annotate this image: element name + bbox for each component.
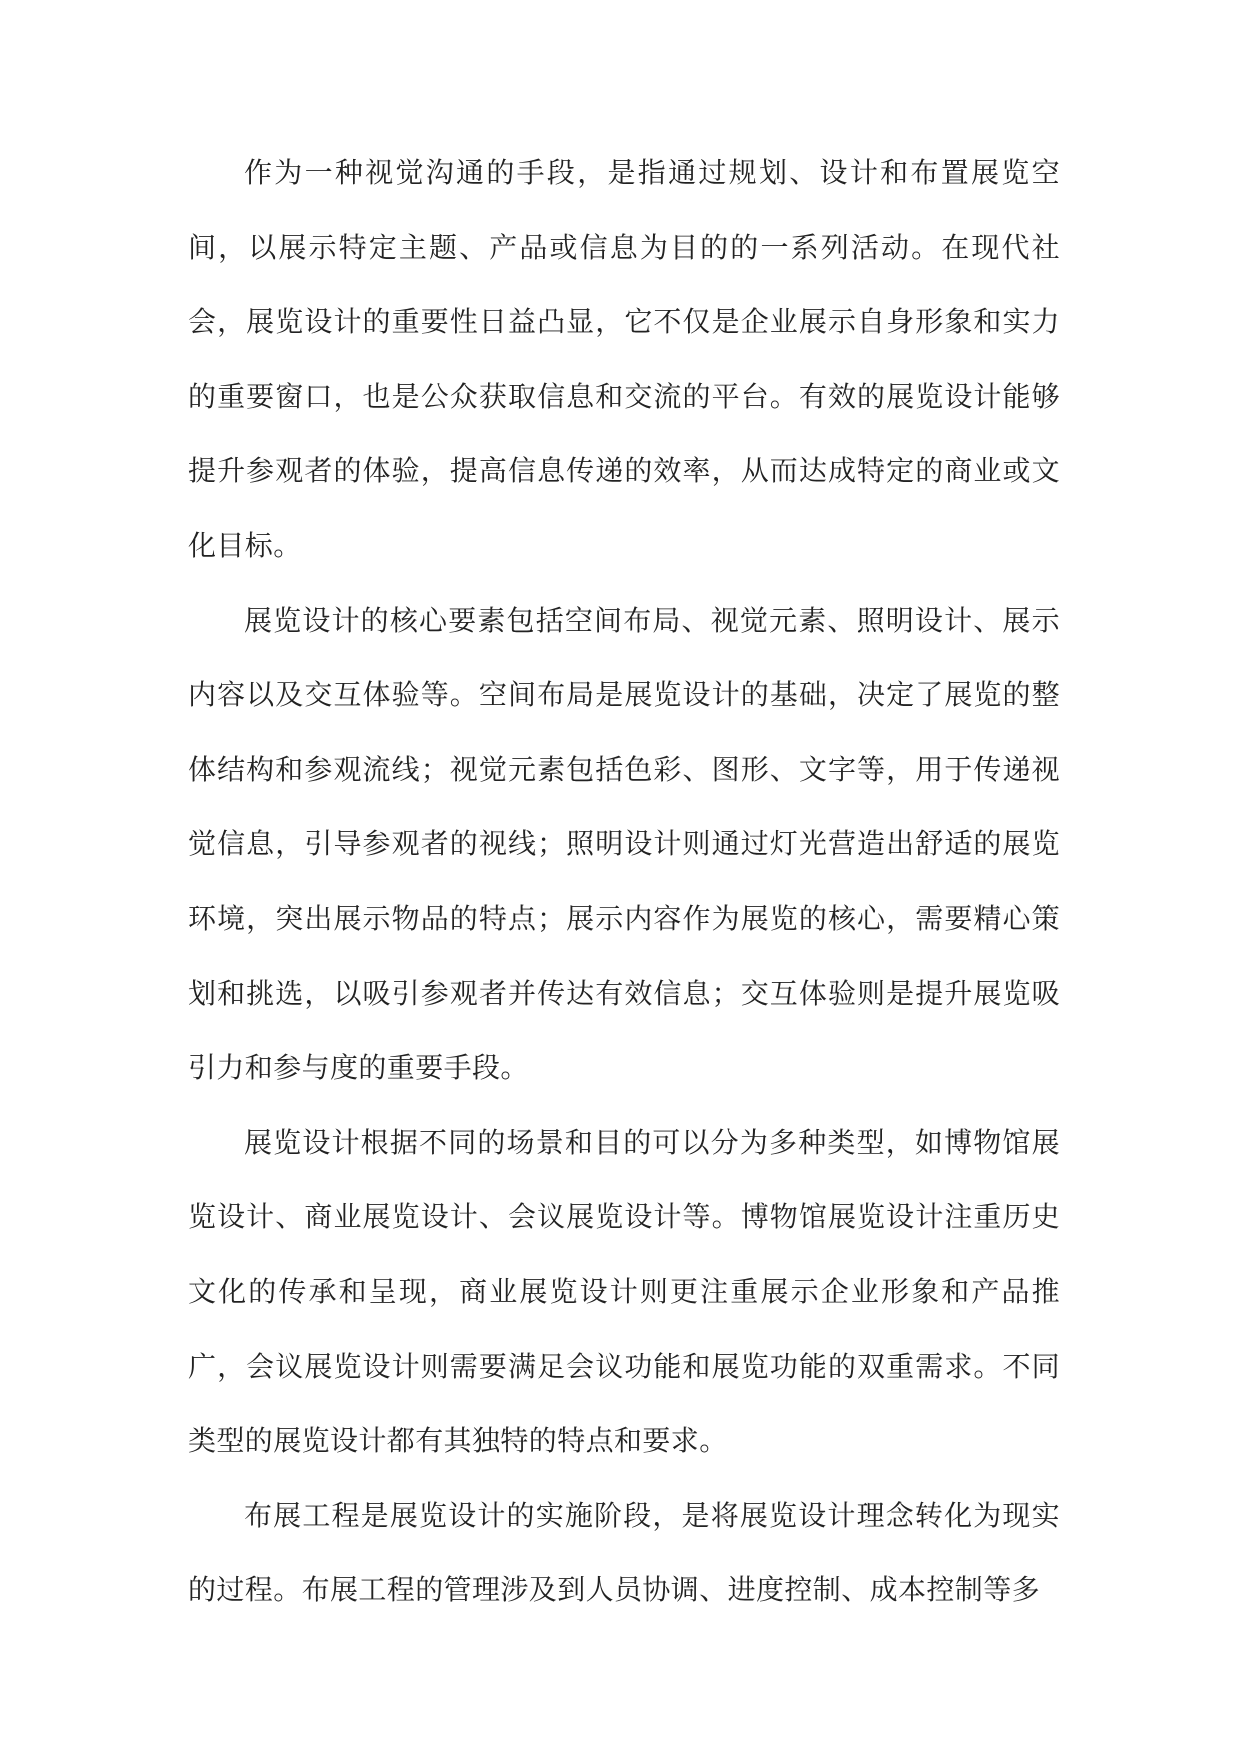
paragraph-installation-engineering: 布展工程是展览设计的实施阶段，是将展览设计理念转化为现实的过程。布展工程的管理涉及到人员协调、进度控制、成本控制等多 <box>188 1498 1060 1607</box>
document-body <box>188 136 1060 1628</box>
paragraph-design-types: 展览设计根据不同的场景和目的可以分为多种类型，如博物馆展览设计、商业展览设计、会议展览设计等。博物馆展览设计注重历史文化的传承和呈现，商业展览设计则更注重展示企业形象和产品推广，会议展览设计则需要满足会议功能和展览功能的双重需求。不同类型的展览设计都有其独特的特点和要求。 <box>188 1125 1060 1458</box>
paragraph-visual-communication: 作为一种视觉沟通的手段，是指通过规划、设计和布置展览空间，以展示特定主题、产品或信息为目的的一系列活动。在现代社会，展览设计的重要性日益凸显，它不仅是企业展示自身形象和实力的重要窗口，也是公众获取信息和交流的平台。有效的展览设计能够提升参观者的体验，提高信息传递的效率，从而达成特定的商业或文化目标。 <box>188 156 1060 562</box>
paragraph-core-elements: 展览设计的核心要素包括空间布局、视觉元素、照明设计、展示内容以及交互体验等。空间布局是展览设计的基础，决定了展览的整体结构和参观流线；视觉元素包括色彩、图形、文字等，用于传递视觉信息，引导参观者的视线；照明设计则通过灯光营造出舒适的展览环境，突出展示物品的特点；展示内容作为展览的核心，需要精心策划和挑选，以吸引参观者并传达有效信息；交互体验则是提升展览吸引力和参与度的重要手段。 <box>188 603 1060 1085</box>
